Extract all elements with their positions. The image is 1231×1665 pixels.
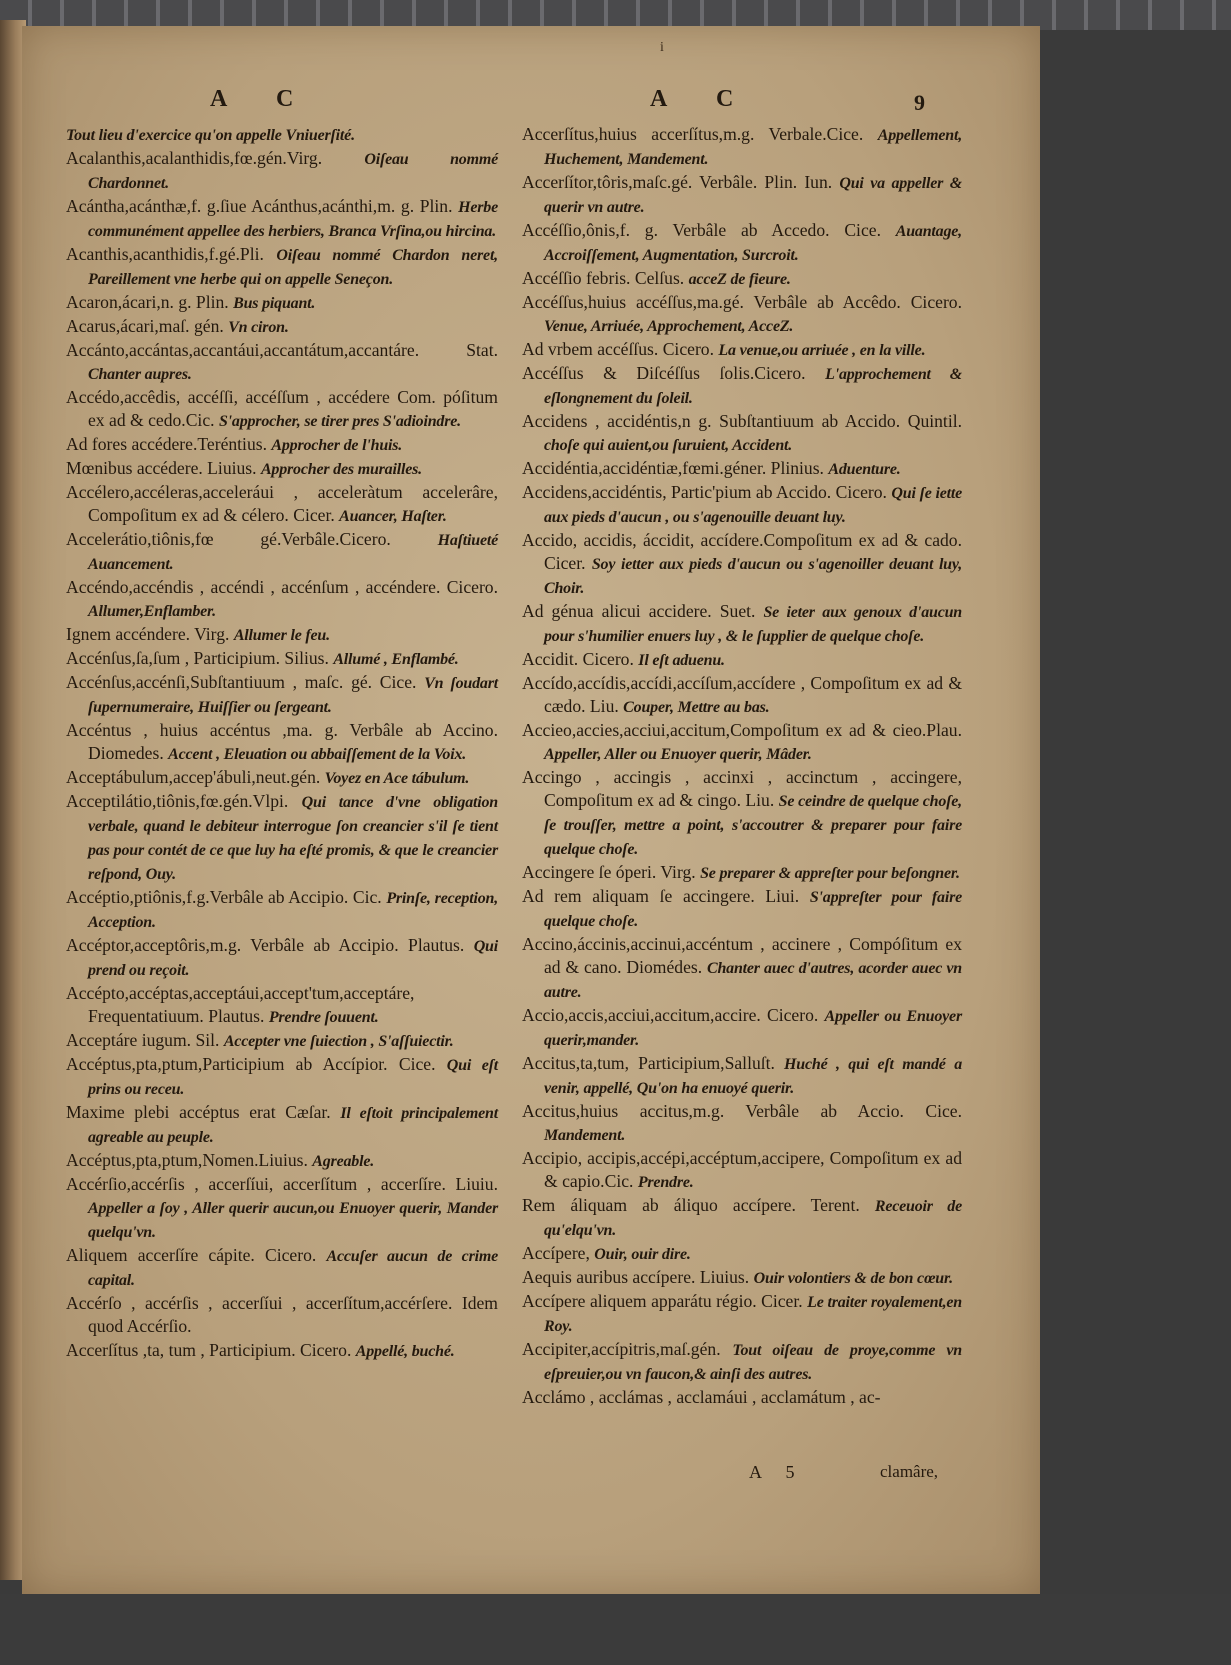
french-gloss: Tout oiſeau de proye,comme vn eſpreuier,ou vn faucon,& ainſi des autres.: [544, 1342, 962, 1383]
latin-headword: Accerſítus,huius accerſítus,m.g. Verbale.Cice.: [522, 124, 864, 144]
latin-headword: Accelerátio,tiônis,fœ gé.Verbâle.Cicero.: [66, 529, 391, 549]
dictionary-entry: [522, 1242, 962, 1266]
latin-headword: Accidens , accidéntis,n g. Subſtantiuum ab Accido. Quintil.: [522, 411, 962, 431]
latin-headword: Accípere aliquem apparátu régio. Cicer.: [522, 1291, 803, 1311]
french-gloss: Agreable.: [312, 1153, 375, 1170]
dictionary-entry: [522, 481, 962, 529]
latin-headword: Accérſo , accérſis , accerſíui , accerſítum,accérſere. Idem quod Accérſio.: [66, 1293, 498, 1336]
dictionary-entry: [66, 243, 498, 291]
french-gloss: Appeller, Aller ou Enuoyer querir, Mâder.: [544, 746, 812, 763]
left-column: [66, 123, 498, 1363]
latin-headword: Accieo,accies,acciui,accitum,Compoſitum ex ad & cieo.Plau.: [522, 720, 962, 740]
french-gloss: Auancer, Haſter.: [339, 508, 447, 525]
french-gloss: Aduenture.: [828, 461, 901, 478]
french-gloss: Allumer le feu.: [233, 627, 330, 644]
latin-headword: Accipio, accipis,accépi,accéptum,accipere, Compoſitum ex ad & capio.Cic.: [522, 1148, 962, 1191]
french-gloss: S'approcher, se tirer pres S'adioindre.: [218, 413, 461, 430]
dictionary-entry: [522, 123, 962, 171]
french-gloss: Huché , qui eſt mandé a venir, appellé, Qu'on ha enuoyé querir.: [544, 1056, 962, 1097]
latin-headword: Accérſio,accérſis , accerſíui, accerſítum , accerſíre. Liuiu.: [66, 1174, 498, 1194]
latin-headword: Aliquem accerſíre cápite. Cicero.: [66, 1245, 317, 1265]
dictionary-entry: [66, 790, 498, 886]
french-gloss: Oiſeau nommé Chardon neret, Pareillement vne herbe qui on appelle Seneçon.: [88, 247, 498, 288]
dictionary-entry: [522, 766, 962, 861]
dictionary-entry: [66, 576, 498, 623]
latin-headword: Accéſſus & Diſcéſſus ſolis.Cicero.: [522, 363, 806, 383]
french-gloss: Chanter auec d'autres, acorder auec vn autre.: [544, 960, 962, 1001]
dictionary-entry: [522, 933, 962, 1004]
book-page: [22, 26, 1040, 1594]
french-gloss: Prendre.: [637, 1174, 694, 1191]
dictionary-entry: [66, 457, 498, 481]
french-gloss: Se ceindre de quelque choſe, ſe trouſſer, mettre a point, s'accoutrer & preparer pour faire quelque choſe.: [544, 793, 962, 858]
french-gloss: choſe qui auient,ou ſuruient, Accident.: [544, 437, 793, 454]
dictionary-entry: [522, 672, 962, 719]
french-gloss: Qui ſe iette aux pieds d'aucun , ou s'agenouille deuant luy.: [544, 485, 963, 526]
french-gloss: Prendre ſouuent.: [268, 1009, 379, 1026]
french-gloss: Mandement.: [544, 1127, 626, 1144]
dictionary-entry: [522, 1004, 962, 1052]
latin-headword: Acanthis,acanthidis,f.gé.Pli.: [66, 244, 264, 264]
latin-headword: Acalanthis,acalanthidis,fœ.gén.Virg.: [66, 148, 323, 168]
right-column: [522, 123, 962, 1410]
dictionary-entry: [522, 600, 962, 648]
french-gloss: Bus piquant.: [233, 295, 316, 312]
french-gloss: Haſtiueté Auancement.: [88, 532, 498, 573]
latin-headword: Acceptáre iugum. Sil.: [66, 1030, 220, 1050]
french-gloss: Couper, Mettre au bas.: [623, 699, 770, 716]
latin-headword: Accépto,accéptas,acceptáui,accept'tum,acceptáre, Frequentatiuum. Plautus.: [66, 983, 415, 1026]
french-gloss: Receuoir de qu'elqu'vn.: [544, 1198, 962, 1239]
dictionary-entry: [66, 528, 498, 576]
dictionary-entry: [66, 766, 498, 790]
dictionary-entry: [66, 1149, 498, 1173]
dictionary-entry: [66, 1101, 498, 1149]
latin-headword: Accéntus , huius accéntus ,ma. g. Verbâle ab Accino. Diomedes.: [66, 720, 498, 763]
latin-headword: Accéptor,acceptôris,m.g. Verbâle ab Accipio. Plautus.: [66, 935, 465, 955]
latin-headword: Accéſſio,ônis,f. g. Verbâle ab Accedo. Cice.: [522, 220, 881, 240]
dictionary-entry: [66, 1292, 498, 1339]
latin-headword: Accidéntia,accidéntiæ,fœmi.géner. Plinius.: [522, 458, 824, 478]
page-number: 9: [914, 90, 925, 115]
french-gloss: acceZ de fieure.: [688, 271, 791, 288]
french-gloss: Le traiter royalement,en Roy.: [544, 1294, 962, 1335]
dictionary-entry: [66, 147, 498, 195]
latin-headword: Acaron,ácari,n. g. Plin.: [66, 292, 229, 312]
french-gloss: Se ieter aux genoux d'aucun pour s'humilier enuers luy , & le ſupplier de quelque choſe.: [544, 604, 962, 645]
dictionary-entry: [522, 171, 962, 219]
dictionary-entry: [522, 1338, 962, 1386]
dictionary-entry: [66, 339, 498, 386]
latin-headword: Acclámo , acclámas , acclamáui , acclamátum , ac-: [522, 1387, 881, 1407]
latin-headword: Ad rem aliquam ſe accingere. Liui.: [522, 886, 800, 906]
french-gloss: Venue, Arriuée, Approchement, AcceZ.: [544, 318, 794, 335]
dictionary-entry: [66, 291, 498, 315]
running-head-right: A C: [650, 86, 756, 112]
dictionary-entry: [66, 623, 498, 647]
folio-mark: i: [660, 40, 664, 55]
latin-headword: Accédo,accêdis, accéſſi, accéſſum , accédere Com. póſitum ex ad & cedo.Cic.: [66, 387, 498, 430]
french-gloss: Il eſtoit principalement agreable au peuple.: [88, 1105, 498, 1146]
latin-headword: Accingere ſe óperi. Virg.: [522, 862, 696, 882]
scanner-bottom-edge: [0, 1594, 1231, 1665]
french-gloss: Herbe communément appellee des herbiers, Branca Vrſina,ou hircina.: [88, 199, 498, 240]
latin-headword: Acarus,ácari,maſ. gén.: [66, 316, 224, 336]
latin-headword: Ad fores accédere.Teréntius.: [66, 434, 267, 454]
french-gloss: Oiſeau nommé Chardonnet.: [88, 151, 498, 192]
dictionary-entry: [66, 886, 498, 934]
dictionary-entry: [522, 338, 962, 362]
latin-headword: Accénſus,ſa,ſum , Participium. Silius.: [66, 648, 329, 668]
latin-headword: Accino,áccinis,accinui,accéntum , accinere , Compóſitum ex ad & cano. Diomédes.: [522, 934, 962, 977]
dictionary-entry: [522, 719, 962, 766]
running-head-left: A C: [210, 86, 316, 112]
catchword: clamâre,: [880, 1462, 939, 1481]
latin-headword: Accido, accidis, áccidit, accídere.Compoſitum ex ad & cado. Cicer.: [522, 530, 962, 573]
latin-headword: Accéndo,accéndis , accéndi , accénſum , accéndere. Cicero.: [66, 577, 498, 597]
latin-headword: Maxime plebi accéptus erat Cæſar.: [66, 1102, 331, 1122]
latin-headword: Accéſſio febris. Celſus.: [522, 268, 685, 288]
latin-headword: Accélero,accéleras,acceleráui , acceleràtum accelerâre, Compoſitum ex ad & célero. Cicer.: [66, 482, 498, 525]
french-gloss: Vn ſoudart ſupernumeraire, Huiſſier ou ſergeant.: [88, 675, 498, 716]
dictionary-entry: [66, 671, 498, 719]
dictionary-entry: [522, 529, 962, 600]
latin-headword: Acceptábulum,accep'ábuli,neut.gén.: [66, 767, 321, 787]
dictionary-entry: [522, 1194, 962, 1242]
dictionary-entry: [522, 219, 962, 267]
french-gloss: Appeller a ſoy , Aller querir aucun,ou Enuoyer querir, Mander quelqu'vn.: [88, 1200, 498, 1241]
latin-headword: Accénſus,accénſi,Subſtantiuum , maſc. gé. Cice.: [66, 672, 417, 692]
latin-headword: Accánto,accántas,accantáui,accantátum,accantáre. Stat.: [66, 340, 498, 360]
dictionary-entry: [522, 648, 962, 672]
french-gloss: Accuſer aucun de crime capital.: [88, 1248, 499, 1289]
dictionary-entry: [522, 457, 962, 481]
dictionary-entry: [66, 481, 498, 528]
latin-headword: Rem áliquam ab áliquo accípere. Terent.: [522, 1195, 860, 1215]
latin-headword: Accitus,huius accitus,m.g. Verbâle ab Accio. Cice.: [522, 1101, 962, 1121]
french-gloss: Accepter vne ſuiection , S'aſſuiectir.: [223, 1033, 454, 1050]
dictionary-entry: [66, 433, 498, 457]
dictionary-entry: [522, 267, 962, 291]
latin-headword: Accéſſus,huius accéſſus,ma.gé. Verbâle ab Accêdo. Cicero.: [522, 292, 962, 312]
french-gloss: Approcher de l'huis.: [271, 437, 403, 454]
latin-headword: Accéptio,ptiônis,f.g.Verbâle ab Accipio. Cic.: [66, 887, 382, 907]
french-gloss: Appellé, buché.: [355, 1343, 455, 1360]
signature-mark: A 5: [749, 1462, 805, 1482]
french-gloss: Prinſe, reception, Acception.: [88, 890, 498, 931]
dictionary-entry: [66, 1339, 498, 1363]
latin-headword: Accio,accis,acciui,accitum,accire. Cicero.: [522, 1005, 819, 1025]
dictionary-entry: [66, 195, 498, 243]
french-gloss: Se preparer & appreſter pour beſongner.: [700, 865, 960, 882]
latin-headword: Accerſítus ,ta, tum , Participium. Cicero.: [66, 1340, 352, 1360]
french-gloss: Allumer,Enflamber.: [88, 603, 216, 620]
latin-headword: Aequis auribus accípere. Liuius.: [522, 1267, 750, 1287]
dictionary-entry: [522, 1266, 962, 1290]
french-gloss: Appeller ou Enuoyer querir,mander.: [544, 1008, 962, 1049]
latin-headword: Accitus,ta,tum, Participium,Salluſt.: [522, 1053, 775, 1073]
dictionary-entry: [522, 1100, 962, 1147]
latin-headword: Acceptilátio,tiônis,fœ.gén.Vlpi.: [66, 791, 289, 811]
latin-headword: Accidens,accidéntis, Partic'pium ab Accido. Cicero.: [522, 482, 887, 502]
french-gloss: Accent , Eleuation ou abbaiſſement de la Voix.: [168, 746, 467, 763]
dictionary-entry: [66, 1053, 498, 1101]
french-gloss: S'appreſter pour faire quelque choſe.: [544, 889, 962, 930]
dictionary-entry: [66, 1029, 498, 1053]
french-gloss: Tout lieu d'exercice qu'on appelle Vniuerſité.: [66, 127, 355, 144]
latin-headword: Accéptus,pta,ptum,Participium ab Accípior. Cice.: [66, 1054, 436, 1074]
dictionary-entry: [66, 934, 498, 982]
french-gloss: Qui tance d'vne obligation verbale, quand le debiteur interrogue ſon creancier s'il ſe tient pas pour contét de ce que luy ha eſté promis, & que le creancier reſpond, Ouy.: [88, 794, 498, 883]
dictionary-entry: [66, 386, 498, 433]
dictionary-entry: [522, 1290, 962, 1338]
latin-headword: Ignem accéndere. Virg.: [66, 624, 230, 644]
french-gloss: Qui eſt prins ou receu.: [88, 1057, 499, 1098]
latin-headword: Accidit. Cicero.: [522, 649, 634, 669]
french-gloss: Chanter aupres.: [88, 366, 192, 383]
french-gloss: L'approchement & eſlongnement du ſoleil.: [544, 366, 962, 407]
dictionary-entry: [66, 982, 498, 1029]
latin-headword: Accéptus,pta,ptum,Nomen.Liuius.: [66, 1150, 308, 1170]
french-gloss: Voyez en Ace tábulum.: [324, 770, 470, 787]
dictionary-entry: [522, 861, 962, 885]
french-gloss: La venue,ou arriuée , en la ville.: [718, 342, 926, 359]
dictionary-entry: [522, 410, 962, 457]
latin-headword: Accingo , accingis , accinxi , accinctum , accingere, Compoſitum ex ad & cingo. Liu.: [522, 767, 962, 810]
dictionary-entry: [522, 1147, 962, 1194]
dictionary-entry: [522, 291, 962, 338]
french-gloss: Vn ciron.: [228, 319, 289, 336]
latin-headword: Ad génua alicui accidere. Suet.: [522, 601, 756, 621]
dictionary-entry: [66, 719, 498, 766]
dictionary-entry: [522, 362, 962, 410]
french-gloss: Ouir volontiers & de bon cœur.: [753, 1270, 953, 1287]
latin-headword: Ad vrbem accéſſus. Cicero.: [522, 339, 714, 359]
french-gloss: Ouir, ouir dire.: [594, 1246, 691, 1263]
french-gloss: Appellement, Huchement, Mandement.: [544, 127, 962, 168]
dictionary-entry: [522, 885, 962, 933]
latin-headword: Accído,accídis,accídi,accíſum,accídere , Compoſitum ex ad & cædo. Liu.: [522, 673, 962, 716]
dictionary-entry: [66, 315, 498, 339]
latin-headword: Mœnibus accédere. Liuius.: [66, 458, 257, 478]
latin-headword: Accípere,: [522, 1243, 590, 1263]
latin-headword: Acántha,acánthæ,f. g.ſiue Acánthus,acánthi,m. g. Plin.: [66, 196, 453, 216]
french-gloss: Soy ietter aux pieds d'aucun ou s'agenoiller deuant luy, Choir.: [544, 556, 962, 597]
dictionary-entry: [522, 1052, 962, 1100]
latin-headword: Accerſítor,tôris,maſc.gé. Verbâle. Plin. Iun.: [522, 172, 833, 192]
dictionary-entry: [66, 647, 498, 671]
french-gloss: Auantage, Accroiſſement, Augmentation, Surcroit.: [544, 223, 962, 264]
dictionary-entry: [66, 123, 498, 147]
french-gloss: Allumé , Enflambé.: [333, 651, 459, 668]
dictionary-entry: [522, 1386, 962, 1410]
french-gloss: Qui prend ou reçoit.: [88, 938, 498, 979]
dictionary-entry: [66, 1244, 498, 1292]
latin-headword: Accipiter,accípitris,maſ.gén.: [522, 1339, 721, 1359]
french-gloss: Approcher des murailles.: [260, 461, 422, 478]
dictionary-entry: [66, 1173, 498, 1244]
french-gloss: Qui va appeller & querir vn autre.: [544, 175, 962, 216]
french-gloss: Il eſt aduenu.: [638, 652, 725, 669]
